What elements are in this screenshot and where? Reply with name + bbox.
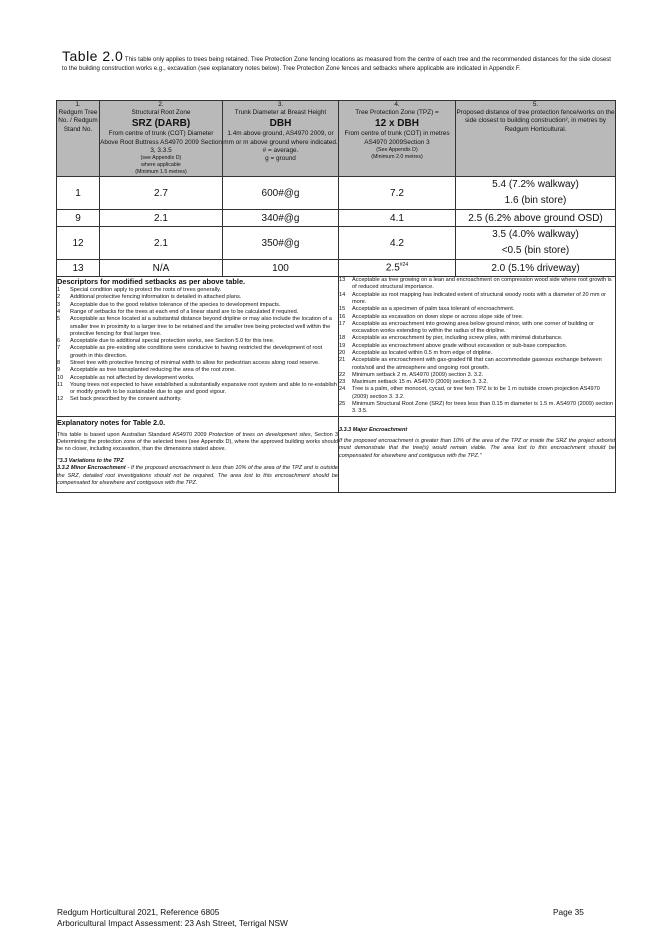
descriptor-item (57, 302, 338, 309)
cell-dbh: 600#@g (223, 177, 339, 210)
descriptor-item (339, 277, 615, 292)
header-col-4-number: 4. (394, 101, 400, 108)
tpz-value: 2.5 (385, 262, 400, 274)
cell-srz: 2.7 (100, 177, 223, 210)
explanatory-p1-start: This table is based upon Australian Standard AS4970 2009 (57, 431, 207, 438)
descriptor-text: Additional protective fencing information is detailed in attached plans. (70, 294, 242, 301)
descriptor-list-left (57, 287, 338, 404)
descriptor-text: Special condition apply to protect the roots of trees generally. (70, 287, 222, 294)
explanatory-p1-end: , Section 3 Determining the protection zone of the selected trees (see Appendix D), where the approved building works should be no closer, including excavation, than the dimensions stated above. (57, 431, 339, 453)
descriptor-number: 14 (339, 291, 346, 298)
cell-distance: 2.0 (5.1% driveway) (456, 260, 616, 277)
descriptor-item (57, 367, 338, 374)
descriptor-item (339, 386, 615, 401)
tree-protection-table (56, 100, 616, 493)
descriptor-text: Acceptable as encroachment with gas-graded fill that can accommodate gaseous exchange between roots/soil and the atmosphere and ongoing root growth. (352, 357, 602, 371)
descriptor-text: Minimum setback 2 m. AS4970 (2009) section 3. 3.2. (352, 371, 484, 378)
descriptor-text: Street tree with protective fencing of minimal width to allow for pedestrian access along road reserve. (70, 359, 320, 366)
header-col-4-title: Tree Protection Zone (TPZ) = (355, 109, 439, 117)
cell-dbh: 350#@g (223, 227, 339, 260)
descriptor-item (57, 382, 338, 397)
header-col-3-title: Trunk Diameter at Breast Height (234, 109, 327, 117)
descriptor-item (339, 357, 615, 372)
standard-title: Protection of trees on development sites (208, 431, 311, 438)
cell-tree-no: 12 (57, 227, 100, 260)
minor-encroachment-text: - If the proposed encroachment is less than 10% of the area of the TPZ and is outside the SRZ, detailed root investigations should not be required. The area lost to this encroachment should be compensated for elsewhere and contiguous with the TPZ. (57, 465, 338, 487)
descriptor-item (57, 287, 338, 294)
descriptor-text: Acceptable as fence located at a substantial distance beyond dripline or may also include the location of a smaller tree in proximity to a larger tree to be retained and the smaller tree being protected well within the protective fencing for that larger tree. (70, 316, 332, 337)
descriptor-text: Acceptable as excavation on down slope or across slope side of tree. (352, 313, 524, 320)
descriptor-number: 1 (57, 287, 61, 294)
descriptor-text: Acceptable as tree transplanted reducing the area of the root zone. (70, 367, 236, 374)
descriptor-number: 5 (57, 316, 61, 323)
header-col-3-abbrev: DBH (269, 118, 292, 130)
header-col-4-note-2: (Minimum 2.0 metres) (371, 153, 423, 160)
descriptors-row (57, 277, 616, 417)
descriptor-list-right (339, 277, 615, 416)
header-col-3-number: 3. (277, 101, 284, 108)
descriptor-number: 17 (339, 320, 346, 327)
cell-tpz: 4.1 (339, 210, 456, 227)
descriptor-item (339, 343, 615, 350)
descriptor-number: 23 (339, 379, 346, 386)
footer-report-title: Arboricultural Impact Assessment: 23 Ash Street, Terrigal NSW (57, 918, 288, 928)
cell-dbh: 100 (223, 260, 339, 277)
page-footer (57, 907, 288, 929)
descriptor-text: Acceptable as root mapping has indicated extent of structural woody roots with a diameter of 20 mm or more. (352, 291, 607, 305)
descriptor-number: 15 (339, 306, 346, 313)
descriptor-number: 13 (339, 277, 346, 284)
descriptor-text: Acceptable as encroachment into growing area below ground minor, with one corner of building or excavation works extending to within the radius of the dripline. (352, 320, 594, 335)
descriptor-number: 6 (57, 338, 61, 345)
descriptor-text: Acceptable due to the good relative tolerance of the species to development impacts. (70, 301, 281, 308)
descriptor-text: Young trees not expected to have established a substantially expansive root system and able to re-establish or modify growth to be sustainable due to age and good vigour. (70, 381, 337, 396)
descriptor-item (57, 294, 338, 301)
descriptor-text: Acceptable as not affected by development works. (70, 374, 195, 381)
cell-tpz: 4.2 (339, 227, 456, 260)
descriptor-number: 19 (339, 342, 346, 349)
descriptor-item (57, 396, 338, 403)
header-col-2-note-1: (see Appendix D) (140, 155, 182, 162)
header-srz (100, 101, 223, 177)
minor-encroachment-paragraph (57, 465, 338, 487)
header-col-2-number: 2. (158, 101, 164, 108)
descriptor-number: 8 (57, 359, 61, 366)
descriptor-item (57, 316, 338, 338)
table-row (57, 177, 616, 210)
descriptor-item (339, 335, 615, 342)
descriptor-item (339, 401, 615, 416)
cell-srz: N/A (100, 260, 223, 277)
cell-tree-no: 1 (57, 177, 100, 210)
table-row (57, 210, 616, 227)
header-col-4-note-1: (See Appendix D) (376, 146, 418, 153)
cell-distance (456, 177, 616, 210)
descriptor-text: Acceptable as tree growing on a lean and encroachment on compression wood side where root growth is of reduced structural importance. (352, 277, 612, 291)
descriptor-text: Minimum Structural Root Zone (SRZ) for trees less than 0.15 m diameter is 1.5 m. AS4970 (2009) section 3. 3.5. (352, 401, 614, 415)
descriptor-number: 18 (339, 335, 346, 342)
cell-srz: 2.1 (100, 227, 223, 260)
header-col-1-text: Redgum Tree No. / Redgum Stand No. (58, 109, 98, 133)
explanatory-row (57, 416, 616, 492)
distance-line-1: 3.5 (4.0% walkway) (492, 229, 579, 241)
descriptor-item (339, 350, 615, 357)
explanatory-right (339, 416, 616, 492)
minor-encroachment-heading: 3.3.2 Minor Encroachment (57, 465, 126, 472)
header-col-1-number: 1. (75, 101, 81, 108)
table-intro (62, 48, 614, 73)
explanatory-paragraph (57, 432, 338, 454)
descriptor-number: 7 (57, 345, 61, 352)
descriptor-number: 3 (57, 301, 61, 308)
descriptor-item (339, 321, 615, 336)
distance-line-1: 5.4 (7.2% walkway) (492, 179, 579, 191)
header-col-4-formula: 12 x DBH (375, 118, 419, 130)
descriptor-number: 9 (57, 367, 61, 374)
descriptor-number: 4 (57, 308, 61, 315)
descriptor-number: 10 (57, 374, 64, 381)
descriptor-text: Tree is a palm, other monocot, cycad, or tree fern TPZ is to be 1 m outside crown projection AS4970 (2009) section 3. 3.2. (352, 386, 600, 400)
cell-distance: 2.5 (6.2% above ground OSD) (456, 210, 616, 227)
descriptor-text: Set back prescribed by the consent authority. (70, 396, 182, 403)
descriptor-number: 20 (339, 349, 346, 356)
table-label: Table 2.0 (62, 48, 124, 64)
header-proposed-distance (456, 101, 616, 177)
header-col-2-title: Structural Root Zone (131, 109, 191, 117)
header-col-2-text: From centre of trunk (COT) Diameter Above Root Buttress AS4970 2009 Section 3, 3.3.5 (100, 130, 222, 154)
footer-reference: Redgum Horticultural 2021, Reference 6805 (57, 907, 220, 917)
cell-tree-no: 13 (57, 260, 100, 277)
descriptor-text: Acceptable as pre-existing site conditions were conducive to having restricted the development of root growth in this direction. (70, 345, 323, 359)
descriptor-text: Range of setbacks for the trees at each end of a linear stand are to be calculated if required. (70, 308, 299, 315)
header-col-4-text: From centre of trunk (COT) in metres AS4970 2009Section 3 (344, 130, 450, 146)
variations-heading: "3.3 Variations to the TPZ (57, 457, 124, 464)
header-col-2-note-2: where applicable (141, 162, 181, 169)
tpz-footnote-ref: #24 (399, 262, 409, 269)
distance-line-2: <0.5 (bin store) (501, 245, 570, 257)
descriptor-item (339, 379, 615, 386)
header-col-2-note-3: (Minimum 1.5 metres) (135, 169, 187, 176)
explanatory-title: Explanatory notes for Table 2.0. (57, 417, 166, 427)
descriptor-item (339, 372, 615, 379)
intro-text: This table only applies to trees being retained. Tree Protection Zone fencing locations as measured from the centre of each tree and the recommended distances for the side closest to the building construction works e.g., excavation (see explanatory notes below). Tree Protection Zone fences and setbacks where applicable are indicated in Appendix F. (62, 56, 612, 72)
major-encroachment-heading: 3.3.3 Major Encroachment (339, 426, 408, 433)
table-row (57, 227, 616, 260)
descriptor-text: Acceptable as encroachment by pier, including screw piles, with minimal disturbance. (352, 335, 563, 342)
cell-tpz (339, 260, 456, 277)
header-tpz (339, 101, 456, 177)
descriptor-item (57, 345, 338, 360)
page-number: Page 35 (553, 907, 584, 917)
descriptor-number: 11 (57, 381, 63, 388)
cell-distance (456, 227, 616, 260)
major-encroachment-text: If the proposed encroachment is greater than 10% of the area of the TPZ or inside the SRZ the project arborist must demonstrate that the tree(s) would remain viable. The area lost to this encroachment should be compensated for elsewhere and contiguous with the TPZ." (339, 438, 615, 459)
descriptor-text: Acceptable as located within 0.5 m from edge of dripline. (352, 349, 493, 356)
header-dbh (223, 101, 339, 177)
descriptor-item (339, 306, 615, 313)
header-col-5-number: 5. (532, 101, 539, 108)
descriptor-text: Acceptable due to additional special protection works, see Section 5.0 for this tree. (70, 338, 275, 345)
descriptor-number: 16 (339, 313, 346, 320)
header-col-5-text: Proposed distance of tree protection fence/works on the side closest to building construction², in metres by Redgum Horticultural. (456, 109, 615, 133)
cell-tpz: 7.2 (339, 177, 456, 210)
cell-dbh: 340#@g (223, 210, 339, 227)
cell-srz: 2.1 (100, 210, 223, 227)
descriptor-item (57, 309, 338, 316)
descriptor-number: 22 (339, 371, 346, 378)
header-col-2-abbrev: SRZ (DARB) (131, 118, 191, 130)
table-header-row (57, 101, 616, 177)
descriptor-number: 24 (339, 386, 346, 393)
distance-line-2: 1.6 (bin store) (504, 195, 567, 207)
descriptors-right (339, 277, 616, 417)
table-row (57, 260, 616, 277)
header-col-3-text: 1.4m above ground, AS4970 2009, or mm or m above ground where indicated. (223, 130, 338, 146)
descriptor-number: 25 (339, 401, 346, 408)
descriptor-item (57, 338, 338, 345)
descriptor-text: Acceptable as encroachment above grade without excavation or sub-base compaction. (352, 342, 568, 349)
descriptor-item (57, 375, 338, 382)
descriptor-item (339, 314, 615, 321)
descriptor-item (57, 360, 338, 367)
header-col-3-note-1: # = average. (262, 146, 299, 154)
explanatory-left (57, 416, 339, 492)
descriptor-text: Maximum setback 15 m. AS4970 (2009) section 3. 3.2. (352, 379, 488, 386)
header-col-3-note-2: g = ground (265, 155, 296, 163)
descriptor-number: 21 (339, 357, 346, 364)
descriptors-left (57, 277, 339, 417)
descriptor-item (339, 292, 615, 307)
descriptor-number: 12 (57, 396, 64, 403)
descriptors-title: Descriptors for modified setbacks as per above table. (57, 277, 246, 287)
header-tree-no (57, 101, 100, 177)
descriptor-number: 2 (57, 294, 61, 301)
descriptor-text: Acceptable as a specimen of palm taxa tolerant of encroachment. (352, 306, 515, 313)
cell-tree-no: 9 (57, 210, 100, 227)
